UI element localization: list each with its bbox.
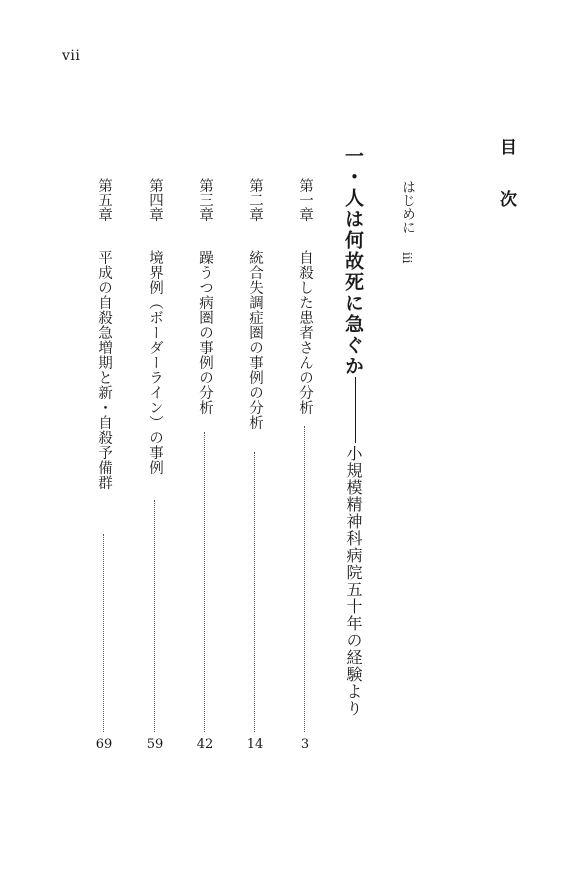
chapter-label: 第三章 — [197, 178, 213, 222]
dot-leader — [304, 426, 305, 732]
chapter-label: 第四章 — [147, 178, 163, 222]
toc-entry-chapter-2[interactable] — [245, 178, 265, 752]
chapter-page-number: 3 — [300, 737, 310, 752]
chapter-label: 第五章 — [96, 178, 112, 222]
part-heading — [340, 146, 367, 717]
dot-leader — [103, 534, 104, 732]
chapter-page-number: 42 — [196, 737, 214, 752]
page-folio: vii — [62, 48, 81, 64]
dot-leader — [154, 500, 155, 732]
toc-entry-chapter-1[interactable] — [295, 178, 315, 752]
toc-title: 目 次 — [496, 138, 516, 216]
toc-entry-chapter-5[interactable] — [94, 178, 114, 752]
chapter-title: 統合失調症圏の事例の分析 — [247, 250, 263, 430]
chapter-page-number: 14 — [246, 737, 264, 752]
dot-leader — [254, 452, 255, 732]
part-numeral: 一・ — [342, 146, 364, 188]
toc-entry-chapter-4[interactable] — [145, 178, 165, 752]
chapter-label: 第二章 — [247, 178, 263, 222]
chapter-title: 自殺した患者さんの分析 — [297, 250, 313, 415]
chapter-page-number: 69 — [95, 737, 113, 752]
toc-entry-chapter-3[interactable] — [195, 178, 215, 752]
chapter-page-number: 59 — [146, 737, 164, 752]
chapter-title: 躁うつ病圏の事例の分析 — [197, 250, 213, 415]
intro-page-number: iii — [400, 252, 414, 264]
chapter-title: 境界例（ボーダーライン）の事例 — [147, 250, 163, 475]
chapter-label: 第一章 — [297, 178, 313, 222]
em-dash-rule — [355, 377, 356, 443]
intro-label: はじめに — [399, 180, 415, 234]
toc-entry-intro[interactable] — [397, 180, 417, 264]
chapter-title: 平成の自殺急増期と新・自殺予備群 — [96, 250, 112, 490]
dot-leader — [204, 432, 205, 732]
part-title: 人は何故死に急ぐか — [342, 188, 364, 377]
part-subtitle: 小規模精神科病院五十年の経験より — [344, 445, 363, 717]
